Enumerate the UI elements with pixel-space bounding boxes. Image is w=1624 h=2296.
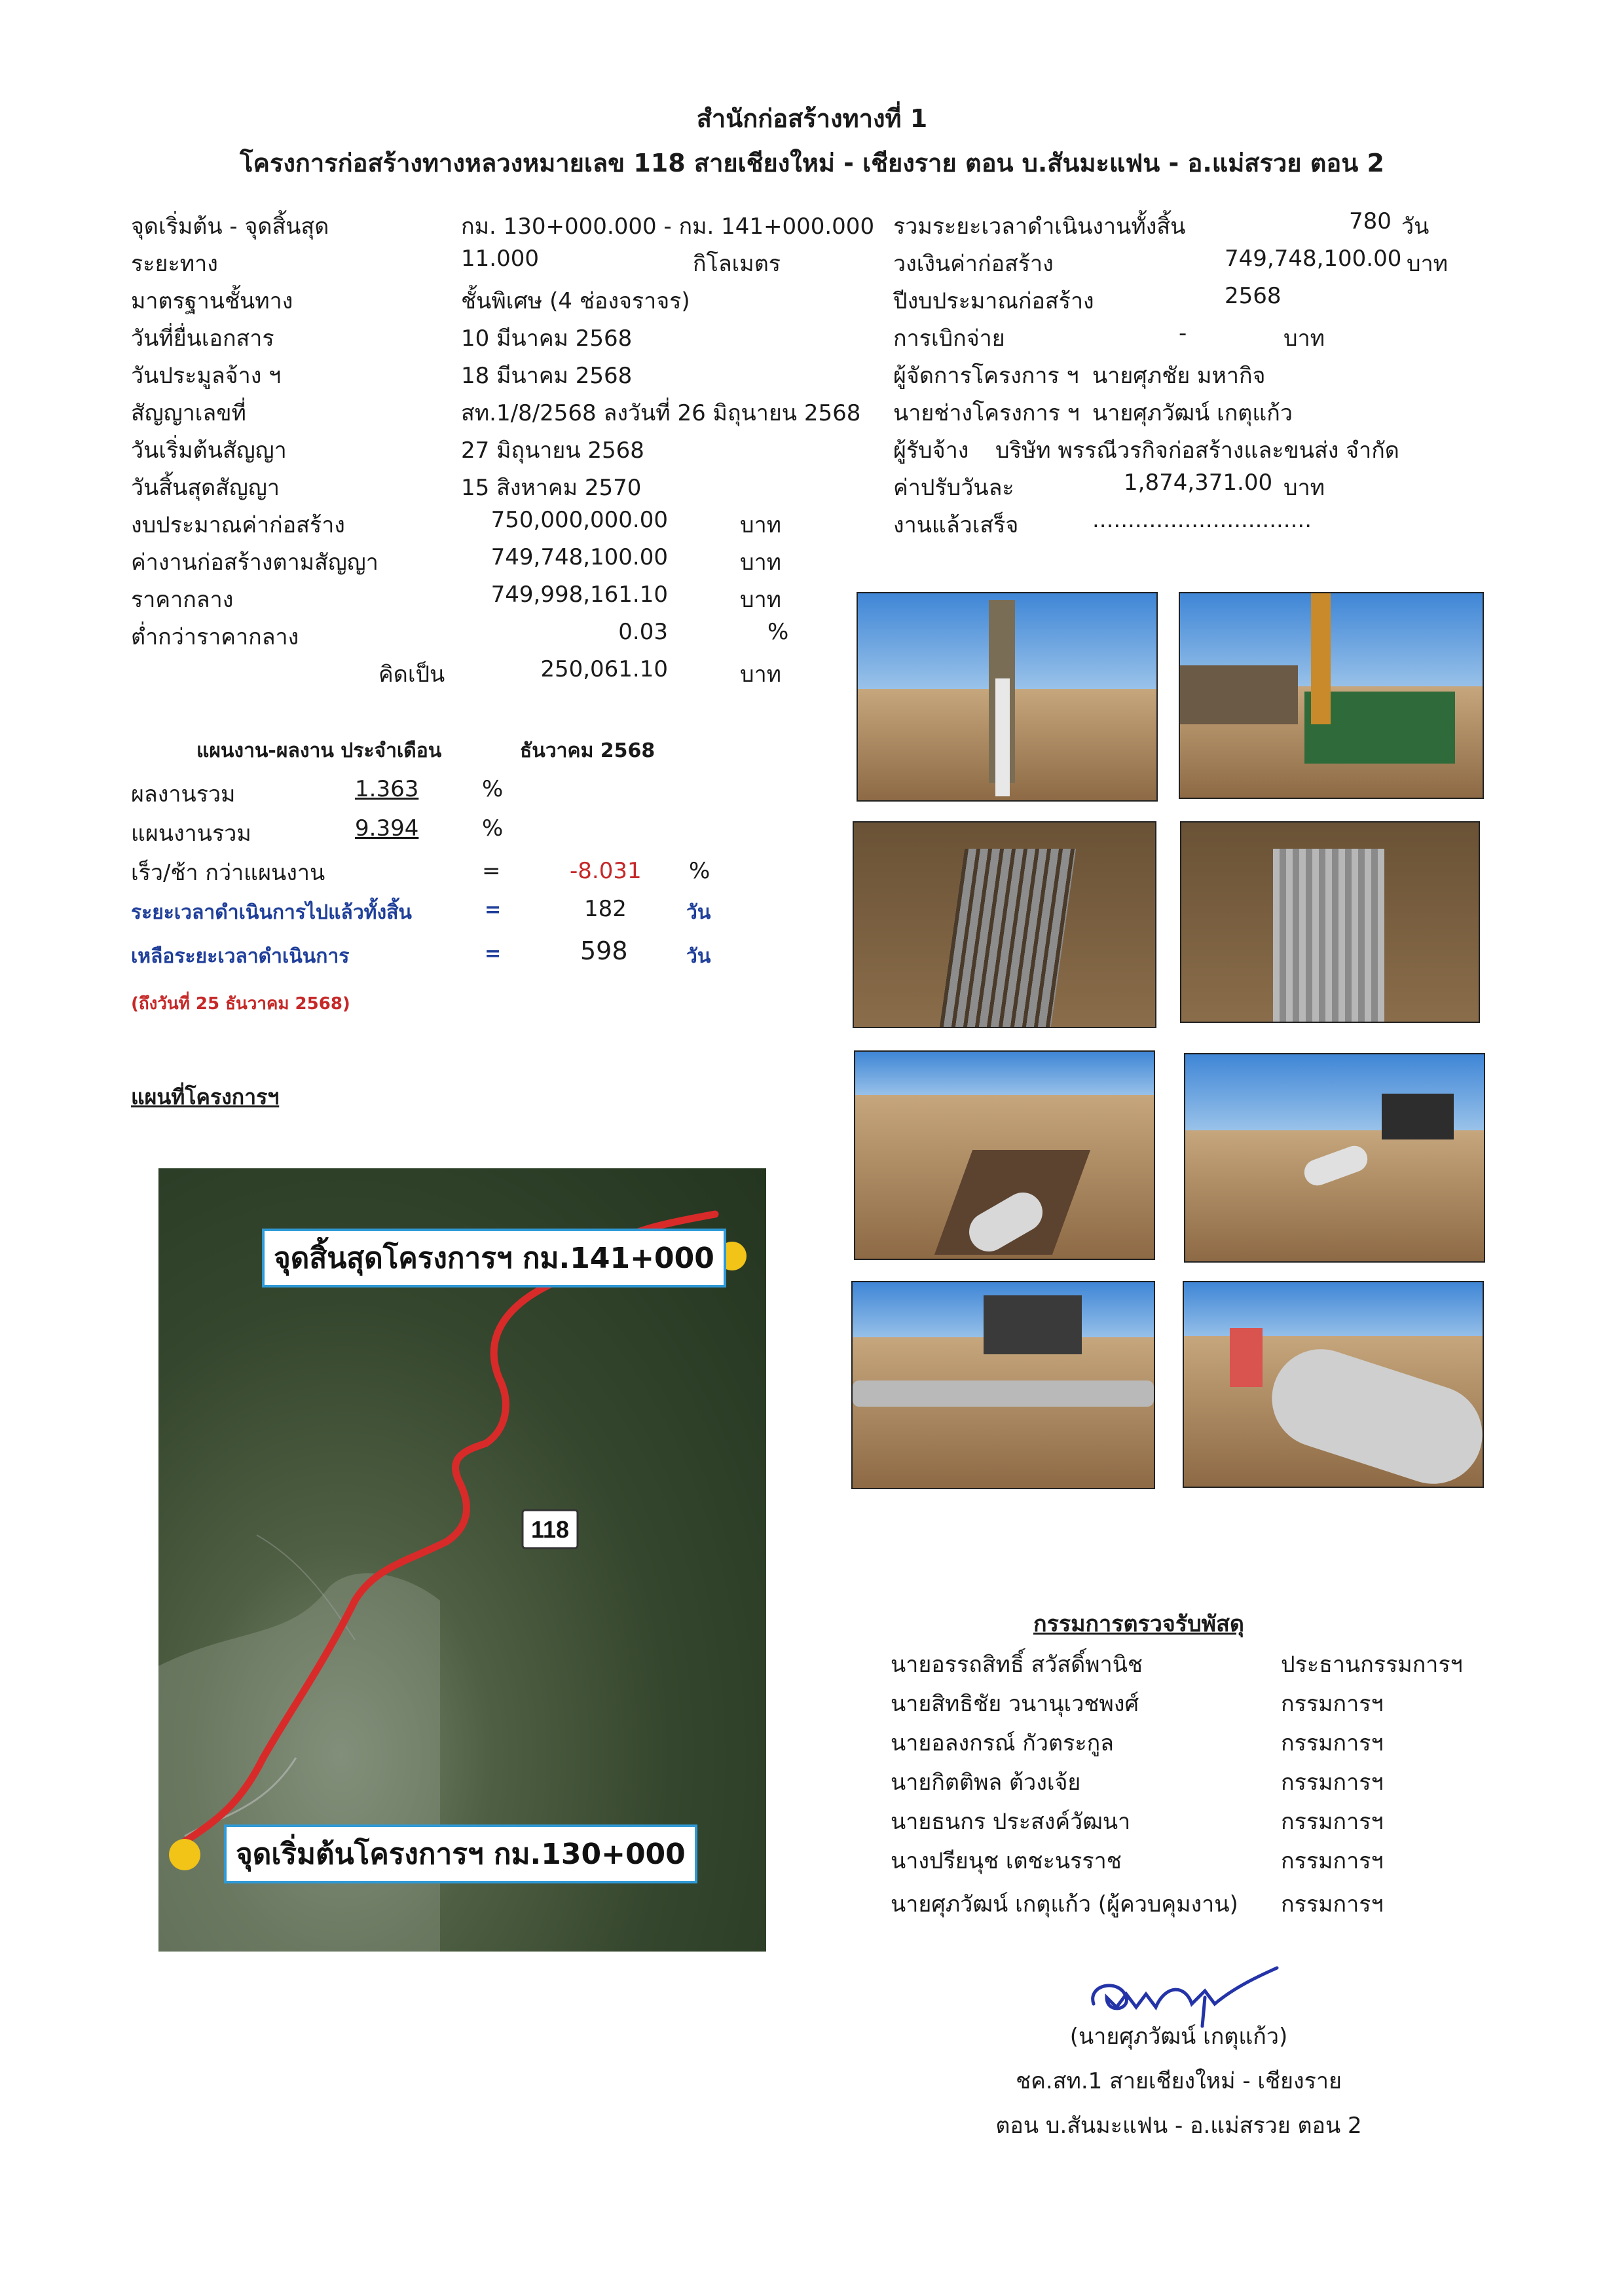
info-label: ผู้จัดการโครงการ ฯ [893,363,1079,389]
committee-member-name: นายอลงกรณ์ กัวตระกูล [891,1730,1115,1756]
elapsed-label: ระยะเวลาดำเนินการไปแล้วทั้งสิ้น [131,901,412,924]
committee-member-name: นายธนกร ประสงค์วัฒนา [891,1809,1131,1835]
info-value: 749,748,100.00 [1225,246,1402,272]
info-unit: บาท [1407,251,1449,277]
signer-position: ชค.สท.1 สายเชียงใหม่ - เชียงราย [1016,2068,1342,2094]
info-label: ปีงบประมาณก่อสร้าง [893,288,1094,314]
actual-label: ผลงานรวม [131,781,236,807]
project-map [158,1168,766,1952]
budget-label: ค่างานก่อสร้างตามสัญญา [131,549,378,576]
actual-value: 1.363 [355,776,419,802]
committee-title: กรรมการตรวจรับพัสดุ [1033,1611,1244,1637]
site-photo-piling-2 [1179,592,1484,799]
info-unit: บาท [1283,325,1325,352]
committee-member-role: กรรมการฯ [1281,1730,1384,1756]
info-label: ค่าปรับวันละ [893,475,1014,501]
map-title: แผนที่โครงการฯ [131,1084,280,1109]
info-value: นายศุภชัย มหากิจ [1092,363,1266,389]
remain-value: 598 [580,936,628,965]
info-value: 2568 [1225,283,1282,309]
info-value: นายศุภวัฒน์ เกตุแก้ว [1092,400,1293,426]
signer-name: (นายศุภวัฒน์ เกตุแก้ว) [1069,2024,1288,2050]
office-title: สำนักก่อสร้างทางที่ 1 [696,104,928,133]
committee-member-role: กรรมการฯ [1281,1769,1384,1796]
info-label: สัญญาเลขที่ [131,400,246,426]
signer-section: ตอน บ.สันมะแฟน - อ.แม่สรวย ตอน 2 [995,2113,1362,2139]
committee-member-role: กรรมการฯ [1281,1691,1384,1717]
budget-value: 750,000,000.00 [490,507,668,533]
site-photo-rebar-2 [1180,821,1480,1023]
plan-value: 9.394 [355,815,419,842]
info-value: สท.1/8/2568 ลงวันที่ 26 มิถุนายน 2568 [461,400,861,426]
info-label: วันประมูลจ้าง ฯ [131,363,282,389]
info-label: ระยะทาง [131,251,218,277]
site-photo-piling-1 [857,592,1158,802]
diff-value: -8.031 [570,858,642,884]
budget-unit: บาท [740,587,782,613]
committee-member-name: นายกิตติพล ต้วงเจ้ย [891,1769,1081,1796]
info-value: กม. 130+000.000 - กม. 141+000.000 [461,213,875,240]
budget-label: คิดเป็น [378,661,445,688]
budget-unit: % [767,619,789,645]
info-value: 15 สิงหาคม 2570 [461,475,642,501]
site-photo-pipe-1 [851,1281,1155,1489]
remain-label: เหลือระยะเวลาดำเนินการ [131,945,350,968]
info-value: 780 [1349,208,1392,234]
actual-unit: % [482,776,504,802]
start-marker [169,1839,200,1870]
info-label: วันสิ้นสุดสัญญา [131,475,280,501]
budget-value: 250,061.10 [540,656,668,682]
committee-member-role: กรรมการฯ [1281,1891,1384,1917]
plan-unit: % [482,815,504,842]
route-number: 118 [530,1516,570,1543]
progress-month: ธันวาคม 2568 [520,739,655,762]
project-title: โครงการก่อสร้างทางหลวงหมายเลข 118 สายเชียงใหม่ - เชียงราย ตอน บ.สันมะแฟน - อ.แม่สรวย ตอน 2 [240,149,1384,177]
site-photo-excavation-2 [1184,1053,1485,1263]
budget-label: งบประมาณค่าก่อสร้าง [131,512,345,538]
info-value: 27 มิถุนายน 2568 [461,437,644,464]
asof-note: (ถึงวันที่ 25 ธันวาคม 2568) [131,994,350,1014]
info-label: งานแล้วเสร็จ [893,512,1019,538]
site-photo-pipe-2 [1183,1281,1484,1488]
elapsed-eq: = [485,898,502,921]
info-value: บริษัท พรรณีวรกิจก่อสร้างและขนส่ง จำกัด [995,437,1399,464]
plan-label: แผนงานรวม [131,821,251,847]
info-label: นายช่างโครงการ ฯ [893,400,1080,426]
committee-member-role: กรรมการฯ [1281,1809,1384,1835]
budget-label: ราคากลาง [131,587,234,613]
info-label: มาตรฐานชั้นทาง [131,288,293,314]
budget-value: 0.03 [618,619,668,645]
remain-unit: วัน [686,945,711,968]
remain-eq: = [485,942,502,965]
progress-title: แผนงาน-ผลงาน ประจำเดือน [196,739,442,762]
elapsed-value: 182 [584,896,627,922]
info-value: 1,874,371.00 [1124,470,1273,496]
budget-label: ต่ำกว่าราคากลาง [131,624,299,650]
info-label: วันที่ยื่นเอกสาร [131,325,274,352]
info-value: ............................... [1092,507,1312,533]
info-value: - [1179,320,1187,346]
committee-member-name: นายอรรถสิทธิ์ สวัสดิ์พานิช [891,1652,1143,1678]
committee-member-name: นายศุภวัฒน์ เกตุแก้ว (ผู้ควบคุมงาน) [891,1891,1238,1917]
info-label: จุดเริ่มต้น - จุดสิ้นสุด [131,213,329,240]
site-photo-excavation-1 [854,1050,1155,1260]
committee-member-name: นางปรียนุช เตชะนรราช [891,1848,1122,1874]
diff-eq: = [482,858,501,884]
start-point-label: จุดเริ่มต้นโครงการฯ กม.130+000 [224,1824,697,1883]
info-label: รวมระยะเวลาดำเนินงานทั้งสิ้น [893,213,1186,240]
elapsed-unit: วัน [686,901,711,924]
info-label: ผู้รับจ้าง [893,437,969,464]
end-point-label: จุดสิ้นสุดโครงการฯ กม.141+000 [262,1229,726,1287]
info-value: 18 มีนาคม 2568 [461,363,633,389]
info-label: วงเงินค่าก่อสร้าง [893,251,1054,277]
info-unit: วัน [1401,213,1430,240]
info-unit: บาท [1283,475,1325,501]
diff-label: เร็ว/ช้า กว่าแผนงาน [131,860,325,886]
info-label: วันเริ่มต้นสัญญา [131,437,287,464]
info-value: 11.000 [461,246,539,272]
committee-member-role: กรรมการฯ [1281,1848,1384,1874]
budget-unit: บาท [740,661,782,688]
committee-member-name: นายสิทธิชัย วนานุเวชพงศ์ [891,1691,1139,1717]
budget-value: 749,748,100.00 [490,544,668,570]
info-value: ชั้นพิเศษ (4 ช่องจราจร) [461,288,690,314]
info-unit: กิโลเมตร [693,251,781,277]
budget-unit: บาท [740,512,782,538]
info-value: 10 มีนาคม 2568 [461,325,633,352]
site-photo-rebar-1 [853,821,1156,1028]
budget-value: 749,998,161.10 [490,582,668,608]
budget-unit: บาท [740,549,782,576]
info-label: การเบิกจ่าย [893,325,1005,352]
committee-member-role: ประธานกรรมการฯ [1281,1652,1463,1678]
diff-unit: % [689,858,710,884]
